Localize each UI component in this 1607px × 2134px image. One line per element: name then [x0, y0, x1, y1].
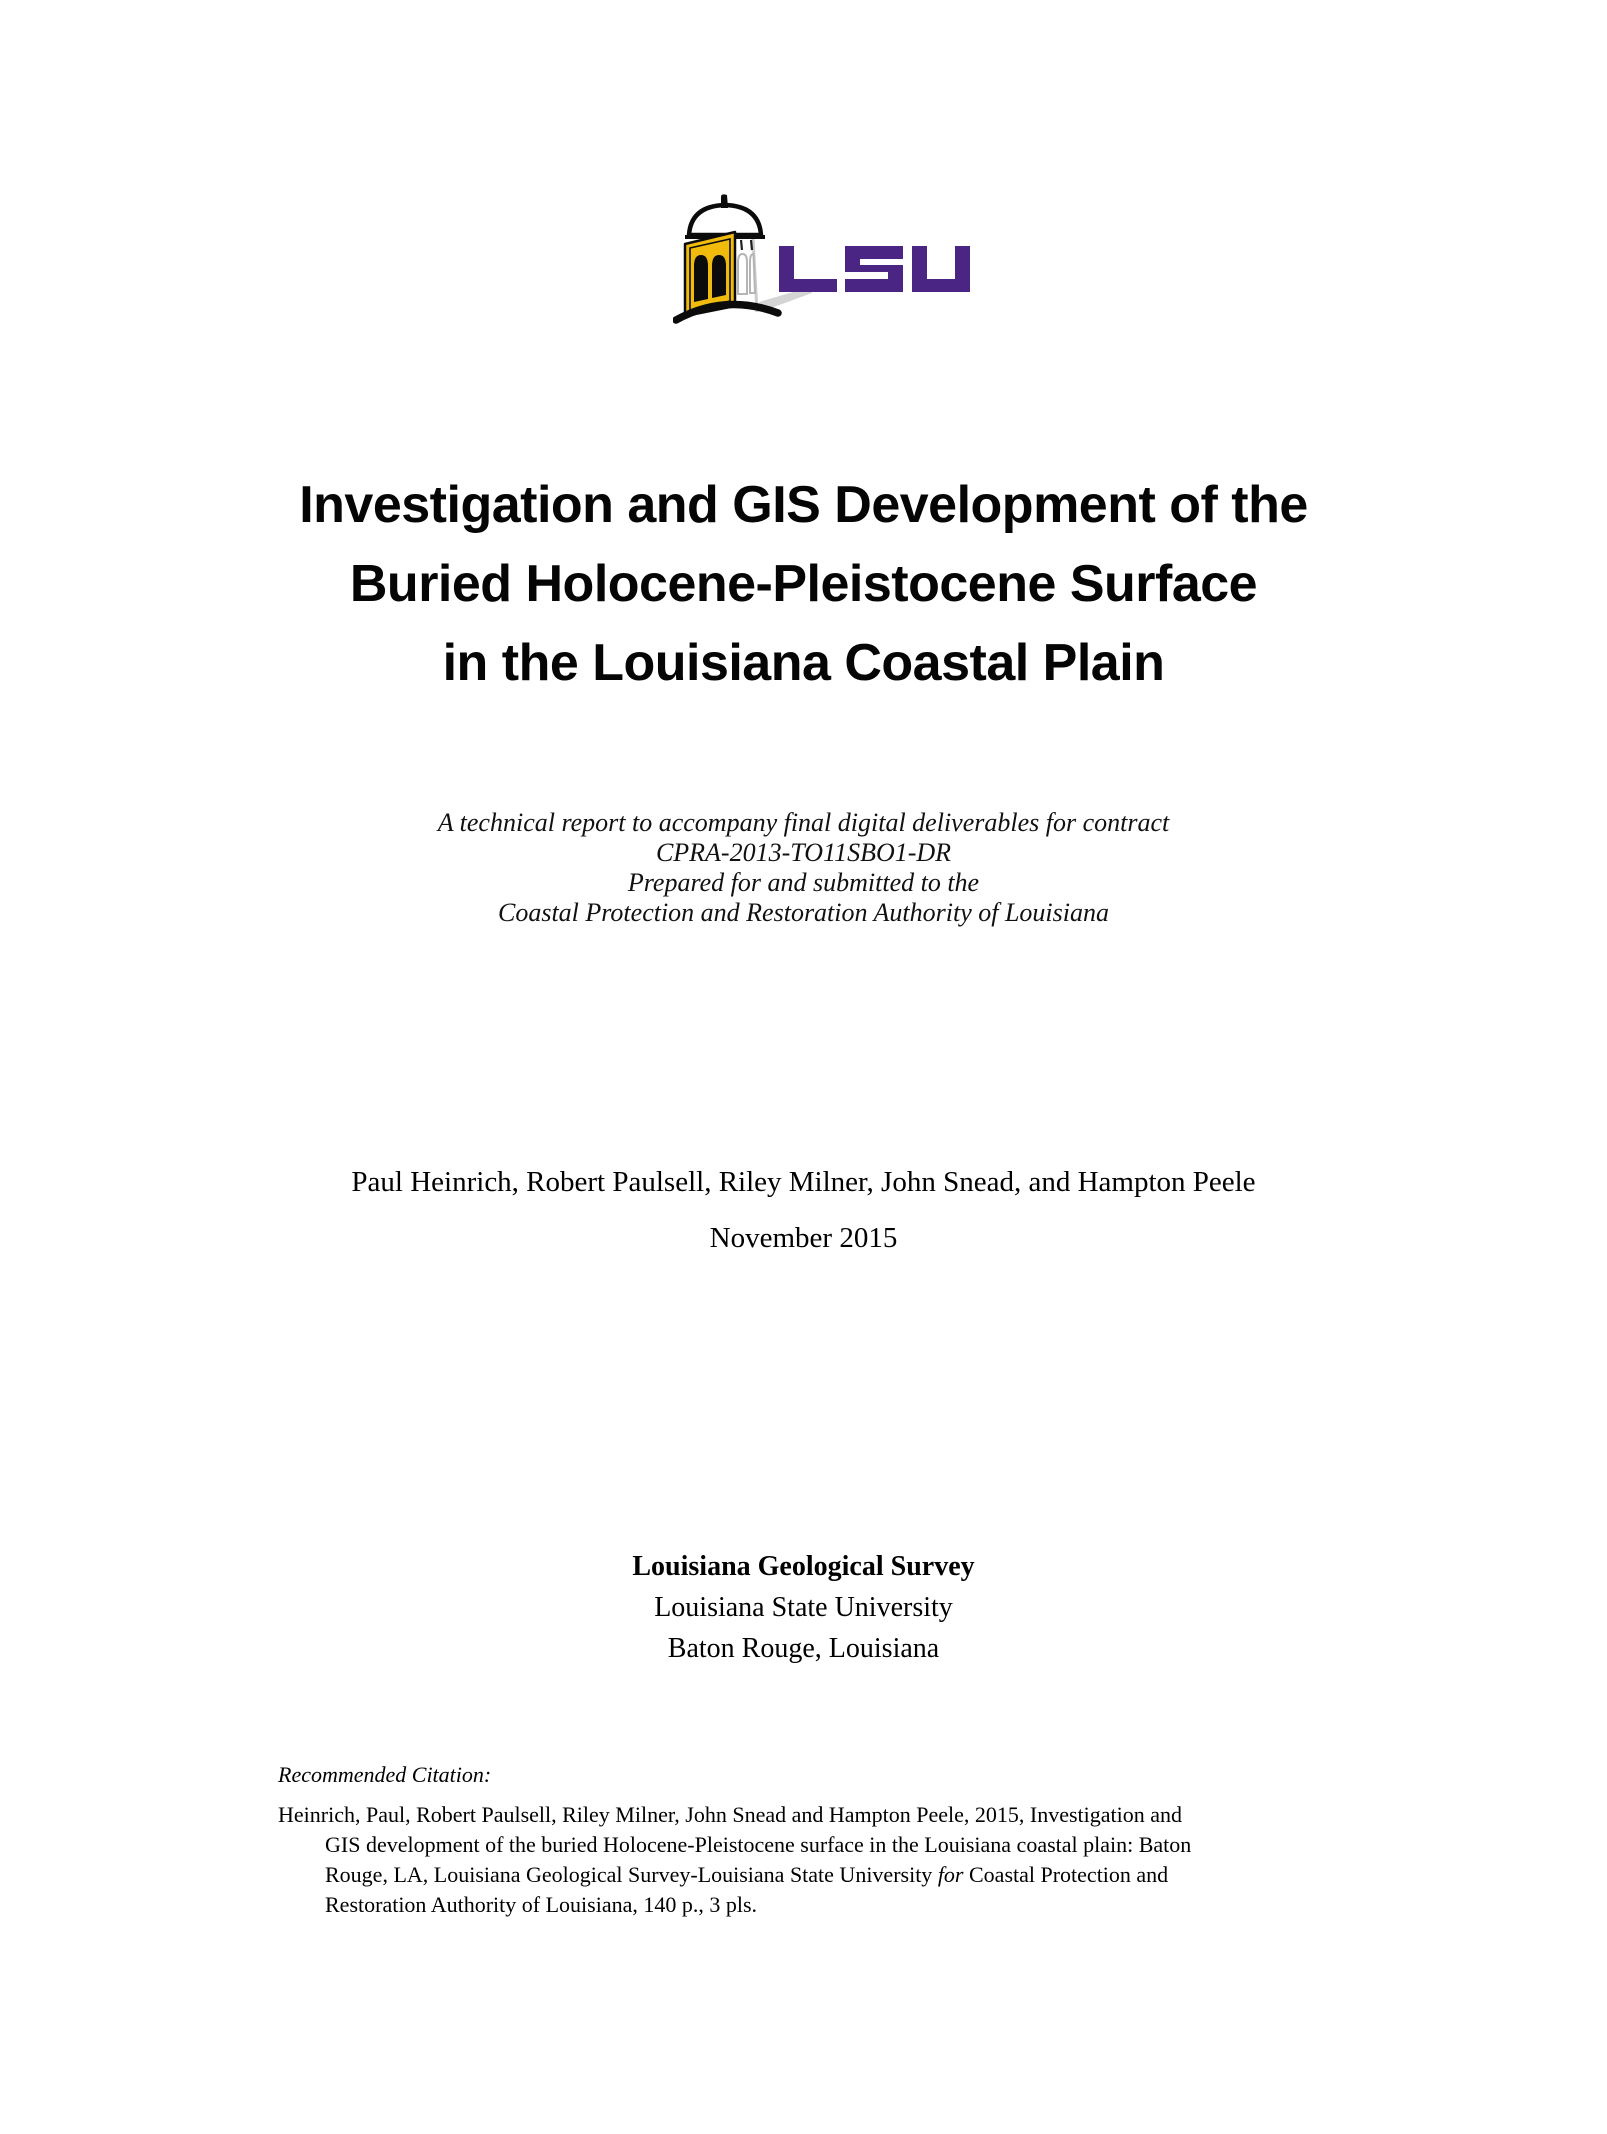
citation-label: Recommended Citation: — [278, 1762, 492, 1787]
citation-line-3-post: Coastal Protection and — [963, 1862, 1169, 1887]
contract-number: CPRA-2013-TO11SBO1-DR — [655, 838, 952, 867]
citation-line-3-pre: Rouge, LA, Louisiana Geological Survey-Louisiana State University — [325, 1862, 938, 1887]
citation-line-3-for: for — [937, 1862, 964, 1887]
authors-line: Paul Heinrich, Robert Paulsell, Riley Milner, John Snead, and Hampton Peele — [351, 1166, 1256, 1198]
lsu-wordmark-icon — [779, 246, 970, 292]
lsu-logo-icon — [673, 194, 985, 325]
report-subtitle — [0, 808, 1607, 928]
citation-line-3 — [278, 1860, 1358, 1890]
publication-date: November 2015 — [709, 1222, 898, 1254]
citation-paragraph — [278, 1800, 1358, 1920]
citation-line-1: Heinrich, Paul, Robert Paulsell, Riley Milner, John Snead and Hampton Peele, 2015, Investigation and — [278, 1802, 1183, 1827]
report-title — [0, 466, 1607, 703]
institution-university: Louisiana State University — [654, 1592, 953, 1623]
subtitle-line-1: A technical report to accompany final digital deliverables for contract — [437, 808, 1170, 837]
subtitle-line-3: Prepared for and submitted to the — [627, 868, 980, 897]
title-line-1: Investigation and GIS Development of the — [299, 476, 1308, 534]
institution-org: Louisiana Geological Survey — [632, 1551, 975, 1582]
citation-line-2: GIS development of the buried Holocene-Pleistocene surface in the Louisiana coastal plain: Baton — [325, 1832, 1192, 1857]
title-line-3: in the Louisiana Coastal Plain — [442, 634, 1165, 692]
subtitle-line-4: Coastal Protection and Restoration Authority of Louisiana — [497, 898, 1109, 927]
citation-line-4: Restoration Authority of Louisiana, 140 p., 3 pls. — [325, 1892, 758, 1917]
institution-block — [0, 1546, 1607, 1669]
institution-city: Baton Rouge, Louisiana — [667, 1633, 940, 1664]
title-line-2: Buried Holocene-Pleistocene Surface — [349, 555, 1258, 613]
